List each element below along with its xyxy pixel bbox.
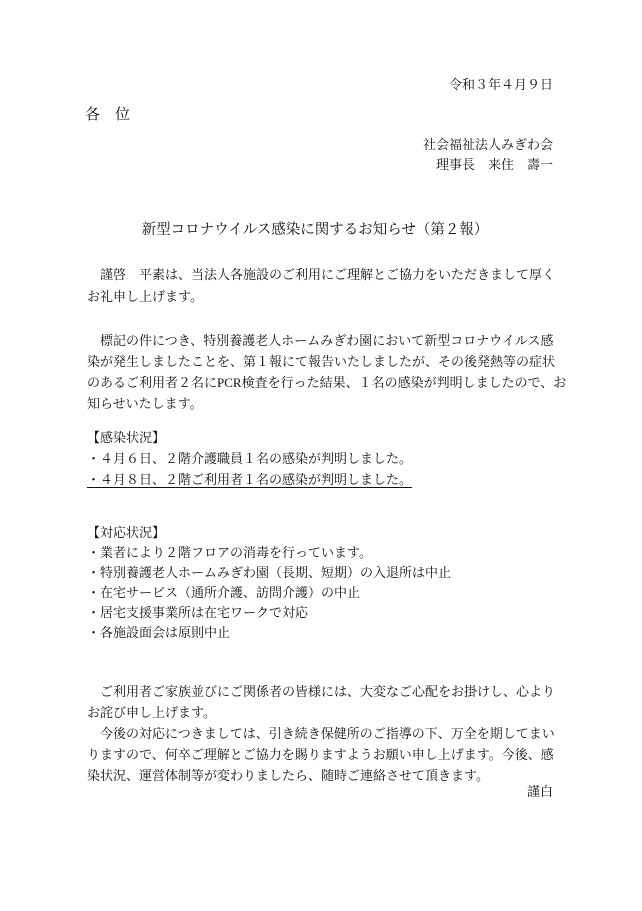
paragraph-line: 謹啓 平素は、当法人各施設のご利用にご理解とご協力をいただきまして厚く [100, 267, 556, 282]
report-paragraph [87, 330, 566, 414]
paragraph-line: お礼申し上げます。 [87, 289, 203, 304]
paragraph-line: お詫び申し上げます。 [87, 705, 216, 720]
list-item: ・在宅サービス（通所介護、訪問介護）の中止 [87, 585, 361, 600]
list-item: ・業者により２階フロアの消毒を行っています。 [87, 545, 372, 560]
infection-status-heading: 【感染状況】 [87, 430, 166, 445]
sender-representative: 理事長 来住 壽一 [435, 157, 553, 172]
sender-block [423, 135, 553, 175]
greeting-paragraph [87, 264, 555, 308]
list-item: ・居宅支援事業所は在宅ワークで対応 [87, 605, 309, 620]
document-date: 令和３年４月９日 [448, 77, 553, 92]
list-item: ・特別養護老人ホームみぎわ園（長期、短期）の入退所は中止 [87, 565, 452, 580]
infection-status-list [87, 448, 412, 490]
list-item: ・４月６日、２階介護職員１名の感染が判明しました。 [87, 451, 413, 466]
list-item-underlined: ・４月８日、２階ご利用者１名の感染が判明しました。 [87, 472, 413, 487]
notice-title: 新型コロナウイルス感染に関するお知らせ（第２報） [141, 222, 489, 238]
closing-word: 謹白 [526, 784, 553, 799]
paragraph-line: りますので、何卒ご理解とご協力を賜りますようお願い申し上げます。今後、感 [87, 747, 554, 762]
list-item: ・各施設面会は原則中止 [87, 625, 231, 640]
closing-paragraphs [87, 681, 555, 786]
paragraph-line: 知らせいたします。 [87, 396, 203, 411]
paragraph-line: 染状況、運営体制等が変わりましたら、随時ご連絡させて頂きます。 [87, 768, 489, 783]
response-status-heading: 【対応状況】 [87, 525, 166, 540]
addressee: 各 位 [85, 107, 131, 123]
paragraph-line: 染が発生しましたことを、第１報にて報告いたしましたが、その後発熱等の症状 [87, 354, 556, 369]
paragraph-line: のあるご利用者２名にPCR検査を行った結果、１名の感染が判明しましたので、お [87, 375, 567, 390]
paragraph-line: ご利用者ご家族並びにご関係者の皆様には、大変なご心配をお掛けし、心より [100, 684, 556, 699]
paragraph-line: 標記の件につき、特別養護老人ホームみぎわ園において新型コロナウイルス感 [100, 333, 554, 348]
response-status-list [87, 543, 451, 643]
sender-organization: 社会福祉法人みぎわ会 [422, 137, 553, 152]
paragraph-line: 今後の対応につきましては、引き続き保健所のご指導の下、万全を期してまい [100, 726, 555, 741]
